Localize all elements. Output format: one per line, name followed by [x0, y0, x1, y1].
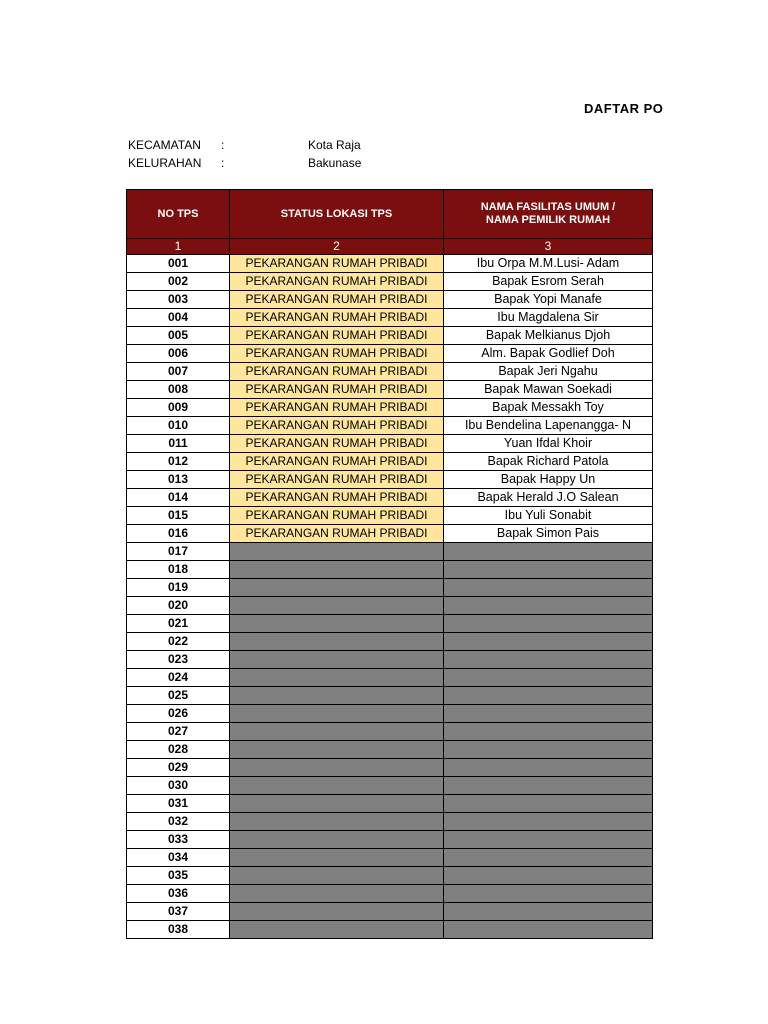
status-cell: PEKARANGAN RUMAH PRIBADI: [230, 471, 444, 489]
tps-number-cell: 026: [127, 705, 230, 723]
table-row-empty: [127, 561, 653, 579]
nama-cell: Bapak Herald J.O Salean: [444, 489, 653, 507]
empty-nama-cell: [444, 687, 653, 705]
empty-nama-cell: [444, 723, 653, 741]
tps-number-cell: 009: [127, 399, 230, 417]
nama-cell: Yuan Ifdal Khoir: [444, 435, 653, 453]
tps-number-cell: 019: [127, 579, 230, 597]
tps-number-cell: 001: [127, 255, 230, 273]
table-row-empty: [127, 579, 653, 597]
status-cell: PEKARANGAN RUMAH PRIBADI: [230, 525, 444, 543]
tps-number-cell: 027: [127, 723, 230, 741]
table-row: [127, 453, 653, 471]
tps-number-cell: 023: [127, 651, 230, 669]
nama-cell: Bapak Happy Un: [444, 471, 653, 489]
table-row: [127, 489, 653, 507]
tps-number-cell: 002: [127, 273, 230, 291]
empty-nama-cell: [444, 867, 653, 885]
status-cell: PEKARANGAN RUMAH PRIBADI: [230, 507, 444, 525]
nama-cell: Bapak Richard Patola: [444, 453, 653, 471]
tps-number-cell: 015: [127, 507, 230, 525]
empty-status-cell: [230, 615, 444, 633]
empty-nama-cell: [444, 831, 653, 849]
status-cell: PEKARANGAN RUMAH PRIBADI: [230, 399, 444, 417]
empty-nama-cell: [444, 921, 653, 939]
table-row-empty: [127, 687, 653, 705]
kecamatan-label: KECAMATAN: [128, 138, 201, 152]
tps-number-cell: 029: [127, 759, 230, 777]
nama-cell: Bapak Mawan Soekadi: [444, 381, 653, 399]
table-row-empty: [127, 831, 653, 849]
empty-status-cell: [230, 687, 444, 705]
table-row: [127, 363, 653, 381]
column-number-2: 2: [230, 239, 444, 255]
status-cell: PEKARANGAN RUMAH PRIBADI: [230, 255, 444, 273]
empty-nama-cell: [444, 579, 653, 597]
header-status-lokasi: STATUS LOKASI TPS: [230, 190, 444, 239]
column-number-1: 1: [127, 239, 230, 255]
tps-number-cell: 031: [127, 795, 230, 813]
table-row: [127, 435, 653, 453]
empty-nama-cell: [444, 633, 653, 651]
nama-cell: Bapak Jeri Ngahu: [444, 363, 653, 381]
nama-cell: Ibu Orpa M.M.Lusi- Adam: [444, 255, 653, 273]
empty-status-cell: [230, 831, 444, 849]
table-row-empty: [127, 849, 653, 867]
table-row-empty: [127, 813, 653, 831]
empty-status-cell: [230, 741, 444, 759]
empty-status-cell: [230, 867, 444, 885]
table-row-empty: [127, 651, 653, 669]
table-row-empty: [127, 921, 653, 939]
page-title: DAFTAR PO: [584, 101, 664, 116]
tps-number-cell: 005: [127, 327, 230, 345]
table-row-empty: [127, 867, 653, 885]
status-cell: PEKARANGAN RUMAH PRIBADI: [230, 309, 444, 327]
empty-nama-cell: [444, 561, 653, 579]
nama-cell: Bapak Messakh Toy: [444, 399, 653, 417]
empty-status-cell: [230, 651, 444, 669]
nama-cell: Bapak Yopi Manafe: [444, 291, 653, 309]
tps-number-cell: 006: [127, 345, 230, 363]
status-cell: PEKARANGAN RUMAH PRIBADI: [230, 363, 444, 381]
tps-number-cell: 014: [127, 489, 230, 507]
table-body: [127, 255, 653, 939]
header-nama-line-1: NAMA FASILITAS UMUM /: [480, 201, 616, 213]
status-cell: PEKARANGAN RUMAH PRIBADI: [230, 417, 444, 435]
header-no-tps: NO TPS: [127, 190, 230, 239]
tps-number-cell: 030: [127, 777, 230, 795]
tps-number-cell: 004: [127, 309, 230, 327]
tps-number-cell: 033: [127, 831, 230, 849]
table-row-empty: [127, 741, 653, 759]
empty-status-cell: [230, 903, 444, 921]
table-row-empty: [127, 615, 653, 633]
table-row-empty: [127, 543, 653, 561]
table-row: [127, 309, 653, 327]
empty-status-cell: [230, 795, 444, 813]
kelurahan-label: KELURAHAN: [128, 156, 202, 170]
tps-number-cell: 016: [127, 525, 230, 543]
status-cell: PEKARANGAN RUMAH PRIBADI: [230, 489, 444, 507]
empty-status-cell: [230, 705, 444, 723]
column-number-row: [127, 239, 653, 255]
empty-nama-cell: [444, 795, 653, 813]
tps-number-cell: 010: [127, 417, 230, 435]
table-row-empty: [127, 795, 653, 813]
table-row: [127, 525, 653, 543]
status-cell: PEKARANGAN RUMAH PRIBADI: [230, 381, 444, 399]
tps-number-cell: 025: [127, 687, 230, 705]
table-row: [127, 255, 653, 273]
table-row-empty: [127, 759, 653, 777]
nama-cell: Ibu Magdalena Sir: [444, 309, 653, 327]
status-cell: PEKARANGAN RUMAH PRIBADI: [230, 327, 444, 345]
empty-nama-cell: [444, 885, 653, 903]
status-cell: PEKARANGAN RUMAH PRIBADI: [230, 435, 444, 453]
empty-nama-cell: [444, 705, 653, 723]
empty-status-cell: [230, 885, 444, 903]
empty-status-cell: [230, 777, 444, 795]
empty-status-cell: [230, 633, 444, 651]
empty-status-cell: [230, 579, 444, 597]
empty-status-cell: [230, 849, 444, 867]
empty-nama-cell: [444, 777, 653, 795]
table-row: [127, 417, 653, 435]
empty-status-cell: [230, 723, 444, 741]
empty-status-cell: [230, 813, 444, 831]
nama-cell: Ibu Yuli Sonabit: [444, 507, 653, 525]
nama-cell: Bapak Melkianus Djoh: [444, 327, 653, 345]
nama-cell: Bapak Esrom Serah: [444, 273, 653, 291]
table-row: [127, 345, 653, 363]
empty-status-cell: [230, 543, 444, 561]
tps-number-cell: 018: [127, 561, 230, 579]
empty-nama-cell: [444, 741, 653, 759]
table-row-empty: [127, 885, 653, 903]
nama-cell: Bapak Simon Pais: [444, 525, 653, 543]
table-row-empty: [127, 597, 653, 615]
empty-nama-cell: [444, 759, 653, 777]
tps-number-cell: 035: [127, 867, 230, 885]
header-nama: [444, 190, 653, 239]
table-row-empty: [127, 903, 653, 921]
tps-number-cell: 007: [127, 363, 230, 381]
table-row-empty: [127, 633, 653, 651]
kecamatan-value: Kota Raja: [308, 138, 361, 152]
empty-status-cell: [230, 759, 444, 777]
status-cell: PEKARANGAN RUMAH PRIBADI: [230, 453, 444, 471]
empty-status-cell: [230, 669, 444, 687]
tps-number-cell: 038: [127, 921, 230, 939]
tps-number-cell: 008: [127, 381, 230, 399]
empty-status-cell: [230, 921, 444, 939]
table-row-empty: [127, 777, 653, 795]
empty-nama-cell: [444, 597, 653, 615]
status-cell: PEKARANGAN RUMAH PRIBADI: [230, 291, 444, 309]
table-row: [127, 291, 653, 309]
nama-cell: Alm. Bapak Godlief Doh: [444, 345, 653, 363]
table-header-row: [127, 190, 653, 239]
tps-number-cell: 024: [127, 669, 230, 687]
empty-nama-cell: [444, 543, 653, 561]
tps-number-cell: 028: [127, 741, 230, 759]
tps-number-cell: 021: [127, 615, 230, 633]
empty-nama-cell: [444, 615, 653, 633]
table-row-empty: [127, 669, 653, 687]
empty-nama-cell: [444, 651, 653, 669]
header-nama-line-2: NAMA PEMILIK RUMAH: [485, 214, 611, 226]
tps-number-cell: 034: [127, 849, 230, 867]
table-row: [127, 381, 653, 399]
empty-nama-cell: [444, 813, 653, 831]
tps-number-cell: 022: [127, 633, 230, 651]
empty-nama-cell: [444, 849, 653, 867]
empty-status-cell: [230, 561, 444, 579]
table-row-empty: [127, 723, 653, 741]
tps-number-cell: 032: [127, 813, 230, 831]
tps-number-cell: 011: [127, 435, 230, 453]
table-row-empty: [127, 705, 653, 723]
table-row: [127, 471, 653, 489]
tps-number-cell: 013: [127, 471, 230, 489]
tps-number-cell: 017: [127, 543, 230, 561]
empty-nama-cell: [444, 903, 653, 921]
kecamatan-colon: :: [221, 138, 225, 152]
table-row: [127, 273, 653, 291]
table-row: [127, 507, 653, 525]
tps-number-cell: 037: [127, 903, 230, 921]
tps-number-cell: 036: [127, 885, 230, 903]
status-cell: PEKARANGAN RUMAH PRIBADI: [230, 273, 444, 291]
table-row: [127, 399, 653, 417]
empty-status-cell: [230, 597, 444, 615]
table-row: [127, 327, 653, 345]
nama-cell: Ibu Bendelina Lapenangga- N: [444, 417, 653, 435]
kelurahan-colon: :: [221, 156, 225, 170]
kelurahan-value: Bakunase: [308, 156, 362, 170]
column-number-3: 3: [444, 239, 653, 255]
tps-table: [126, 189, 653, 939]
status-cell: PEKARANGAN RUMAH PRIBADI: [230, 345, 444, 363]
tps-number-cell: 003: [127, 291, 230, 309]
tps-number-cell: 020: [127, 597, 230, 615]
tps-number-cell: 012: [127, 453, 230, 471]
empty-nama-cell: [444, 669, 653, 687]
